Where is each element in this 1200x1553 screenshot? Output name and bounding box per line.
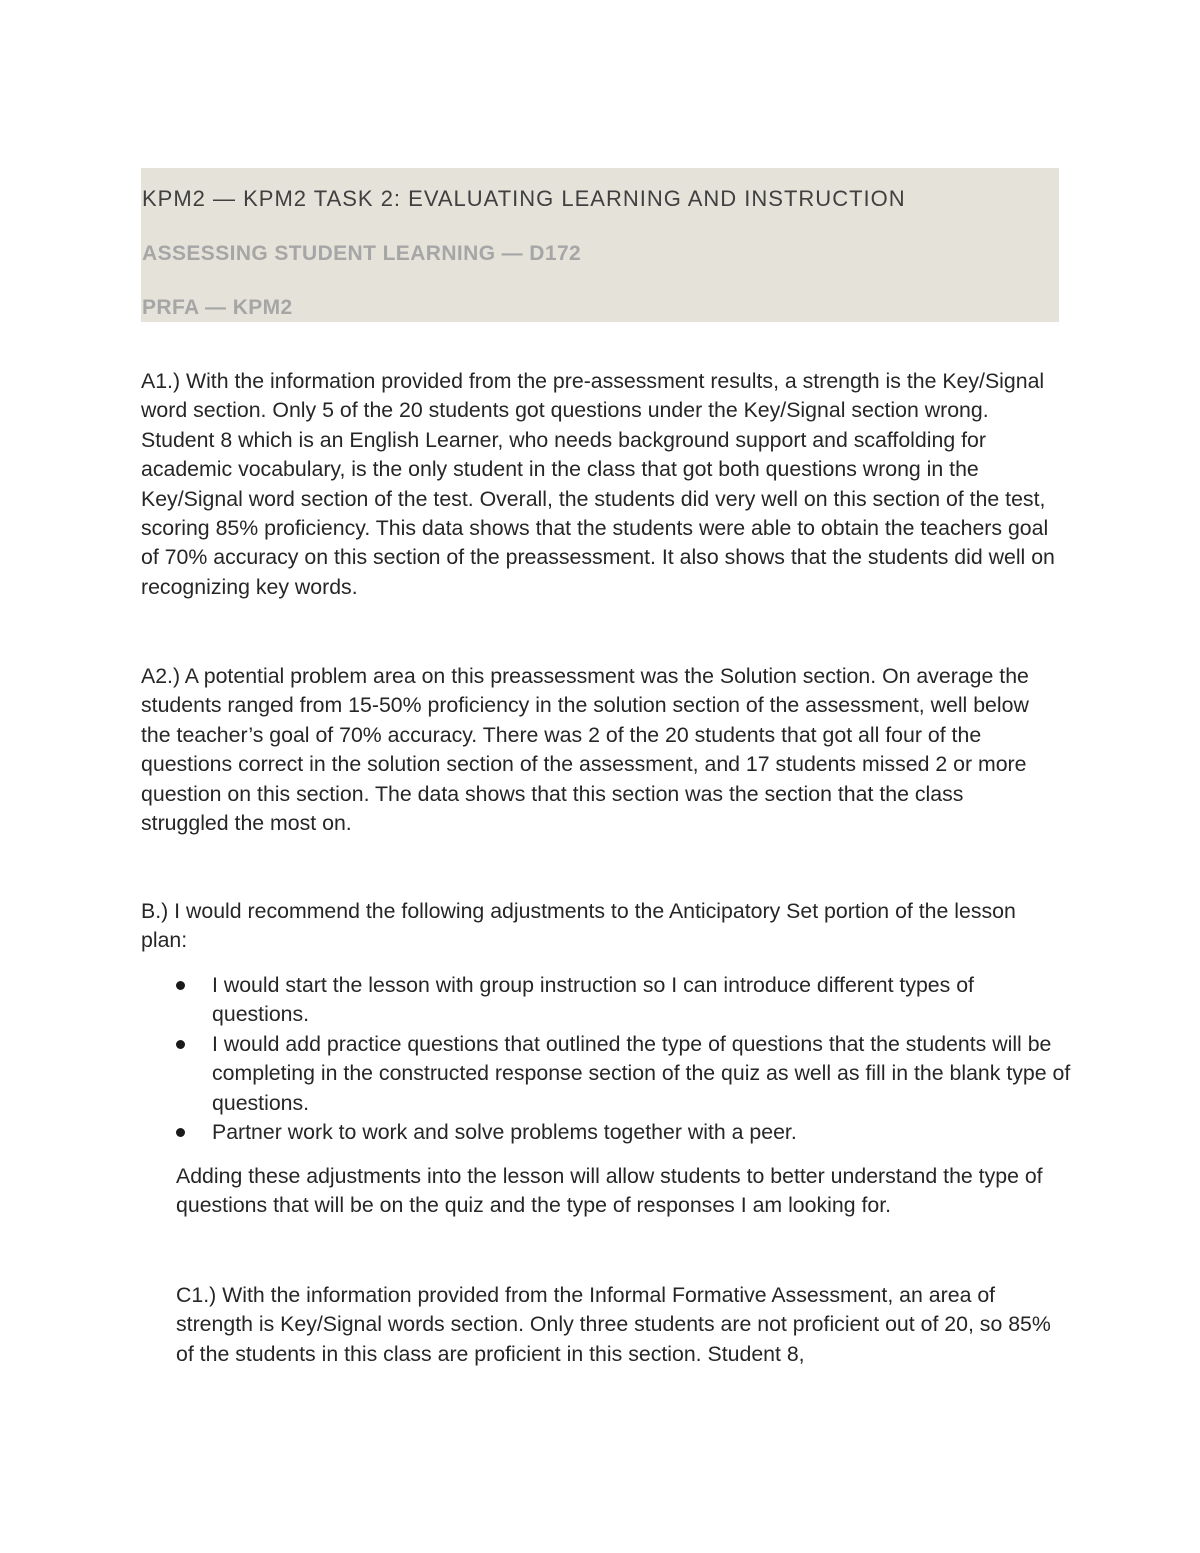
section-b-intro: B.) I would recommend the following adjustments to the Anticipatory Set portion of the lesson plan: [141,899,1016,953]
list-item [176,1118,1076,1147]
list-item-text: I would start the lesson with group instruction so I can introduce different types of questions. [212,973,974,1027]
bullet-icon [176,1128,185,1137]
task-title: KPM2 — KPM2 TASK 2: EVALUATING LEARNING AND INSTRUCTION [142,186,906,211]
list-item-text: Partner work to work and solve problems together with a peer. [212,1120,797,1145]
section-a1-paragraph: A1.) With the information provided from the pre-assessment results, a strength is the Key/Signal word section. Only 5 of the 20 students got questions under the Key/Signal section wrong. Student 8 which is an English Learner, who needs background support and scaffolding for academic vocabulary, is the only student in the class that got both questions wrong in the Key/Signal word section of the test. Overall, the students did very well on this section of the test, scoring 85% proficiency. This data shows that the students were able to obtain the teachers goal of 70% accuracy on this section of the preassessment. It also shows that the students did well on recognizing key words. [141,369,1055,599]
section-c1-paragraph: C1.) With the information provided from the Informal Formative Assessment, an area of strength is Key/Signal words section. Only three students are not proficient out of 20, so 85% of the students in this class are proficient in this section. Student 8, [176,1283,1051,1366]
adjustments-list [176,971,1076,1147]
list-item [176,971,1076,1030]
list-item-text: I would add practice questions that outlined the type of questions that the students will be completing in the constructed response section of the quiz as well as fill in the blank type of questions. [212,1031,1071,1115]
list-item [176,1030,1076,1118]
bullet-icon [176,1040,185,1049]
bullet-icon [176,981,185,990]
course-code: PRFA — KPM2 [142,296,293,319]
course-title: ASSESSING STUDENT LEARNING — D172 [142,242,582,265]
section-a2-paragraph: A2.) A potential problem area on this preassessment was the Solution section. On average the students ranged from 15-50% proficiency in the solution section of the assessment, well below the teacher’s goal of 70% accuracy. There was 2 of the 20 students that got all four of the questions correct in the solution section of the assessment, and 17 students missed 2 or more question on this section. The data shows that this section was the section that the class struggled the most on. [141,664,1029,836]
section-b-conclusion: Adding these adjustments into the lesson will allow students to better understand the type of questions that will be on the quiz and the type of responses I am looking for. [176,1164,1043,1218]
